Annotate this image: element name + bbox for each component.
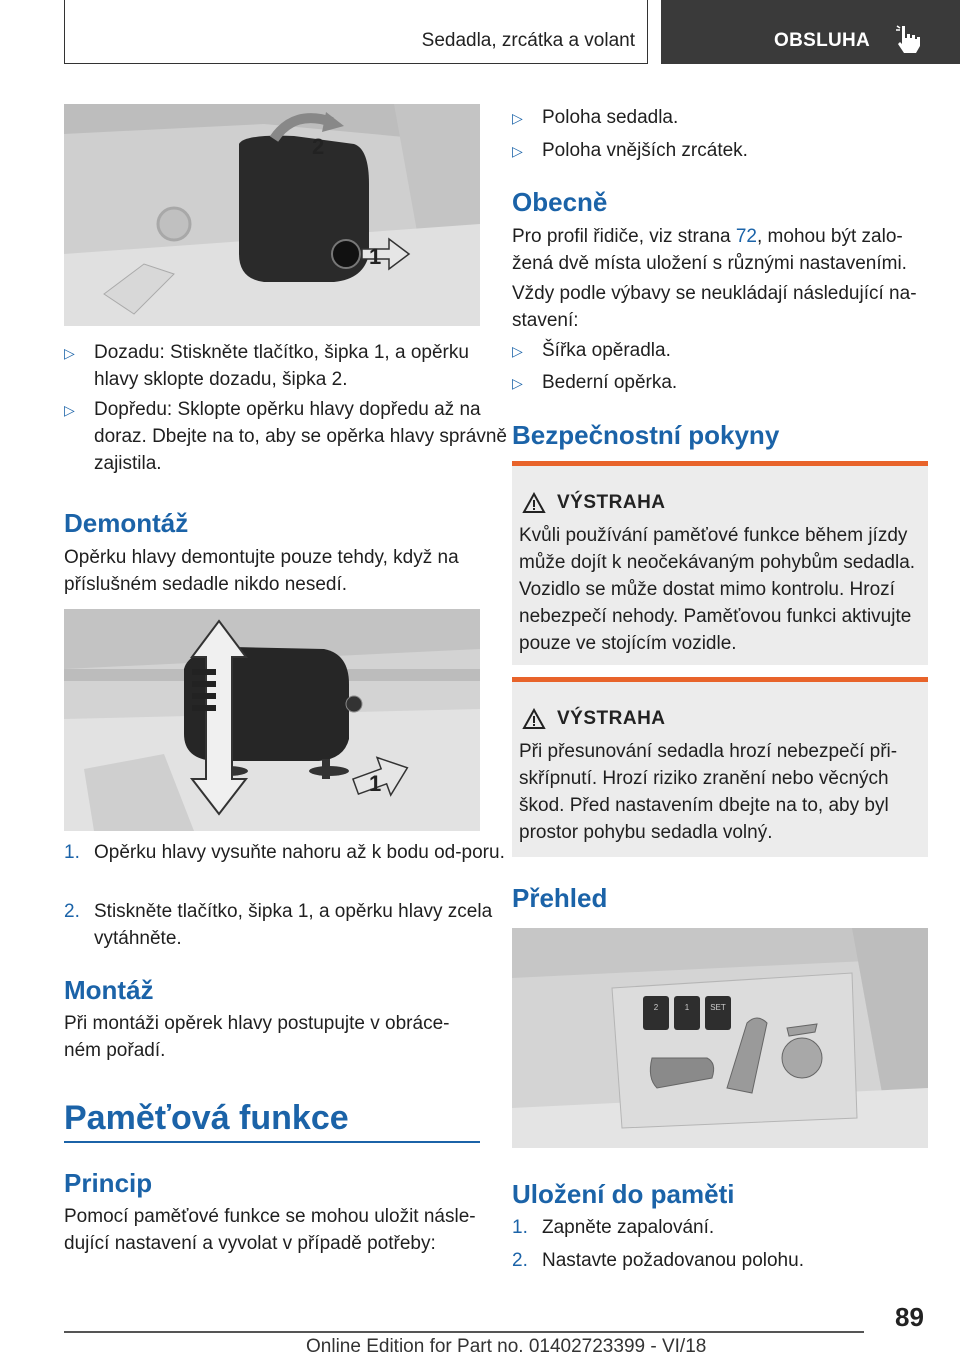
list-item: ▷ Dozadu: Stiskněte tlačítko, šipka 1, a opěrku hlavy sklopte dozadu, šipka 2. xyxy=(64,342,469,390)
triangle-bullet-icon: ▷ xyxy=(512,375,523,391)
list-item: 2. Nastavte požadovanou polohu. xyxy=(512,1250,804,1271)
image-label-1: 1 xyxy=(369,771,382,796)
warning-text: Při přesunování sedadla hrozí nebezpečí při‐skřípnutí. Hrozí riziko zranění nebo věcných škod. Před nastavením dbejte na to, aby byl prostor pohybu sedadla volný. xyxy=(519,741,898,843)
tab-obsluha[interactable]: OBSLUHA xyxy=(774,30,871,51)
warning-box xyxy=(512,677,928,857)
list-item: 2. Stiskněte tlačítko, šipka 1, a opěrku hlavy zcela vytáhněte. xyxy=(64,901,493,949)
warning-title: VÝSTRAHA xyxy=(557,492,666,513)
heading-demontaz: Demontáž xyxy=(64,508,189,538)
seat-controls-image xyxy=(512,928,928,1148)
image-label-1: 1 xyxy=(369,244,382,269)
paragraph: Opěrku hlavy demontujte pouze tehdy, když na příslušném sedadle nikdo nesedí. xyxy=(64,547,459,595)
warning-text: Kvůli používání paměťové funkce během jízdy může dojít k neočekávaným pohybům sedadla. Vozidlo se může dostat mimo kontrolu. Hrozí nebezpečí nehody. Paměťovou funkci aktivujte pouze ve stojícím vozidle. xyxy=(519,525,916,654)
warning-box xyxy=(512,461,928,665)
page-number: 89 xyxy=(895,1302,924,1332)
paragraph: Při montáži opěrek hlavy postupujte v obráce‐ném pořadí. xyxy=(64,1013,450,1061)
headrest-removal-image xyxy=(64,609,480,831)
image-label-2: 2 xyxy=(312,134,325,159)
memory-button-2: 2 xyxy=(653,1003,659,1012)
list-item: ▷ Dopředu: Sklopte opěrku hlavy dopředu až na doraz. Dbejte na to, aby se opěrka hlavy správně zajistila. xyxy=(64,399,507,474)
page-link[interactable]: 72 xyxy=(735,226,757,247)
section-title: Sedadla, zrcátka a volant xyxy=(421,30,635,51)
list-item: ▷ Poloha sedadla. xyxy=(512,104,960,131)
heading-obecne: Obecně xyxy=(512,187,608,217)
heading-princip: Princip xyxy=(64,1168,153,1198)
heading-montaz: Montáž xyxy=(64,975,154,1005)
warning-triangle-icon xyxy=(522,708,546,730)
heading-ulozeni-do-pameti: Uložení do paměti xyxy=(512,1179,735,1209)
footer-divider xyxy=(64,1331,864,1333)
list-item: 1. Opěrku hlavy vysuňte nahoru až k bodu od‐poru. xyxy=(64,842,505,863)
triangle-bullet-icon: ▷ xyxy=(512,143,523,159)
paragraph: Pomocí paměťové funkce se mohou uložit násle‐dující nastavení a vyvolat v případě potřeby: xyxy=(64,1206,476,1254)
list-item: ▷ Šířka opěradla. xyxy=(512,337,960,364)
list-item: ▷ Bederní opěrka. xyxy=(512,369,960,396)
edition-text: Online Edition for Part no. 01402723399 - VI/18 xyxy=(306,1336,707,1357)
heading-bezpecnostni-pokyny: Bezpečnostní pokyny xyxy=(512,420,780,450)
list-item: ▷ Poloha vnějších zrcátek. xyxy=(512,137,960,164)
triangle-bullet-icon: ▷ xyxy=(64,345,75,361)
divider xyxy=(64,1141,480,1143)
warning-triangle-icon xyxy=(522,492,546,514)
heading-prehled: Přehled xyxy=(512,883,608,913)
triangle-bullet-icon: ▷ xyxy=(512,110,523,126)
memory-set-button: SET xyxy=(710,1003,726,1012)
heading-pametova-funkce: Paměťová funkce xyxy=(64,1099,349,1137)
triangle-bullet-icon: ▷ xyxy=(64,402,75,418)
warning-title: VÝSTRAHA xyxy=(557,708,666,729)
hand-pointer-icon xyxy=(895,24,921,54)
headrest-tilt-image xyxy=(64,104,480,326)
paragraph: Pro profil řidiče, viz strana 72, mohou být zalo‐žená dvě místa uložení s různými nastaveními. xyxy=(512,226,907,274)
triangle-bullet-icon: ▷ xyxy=(512,343,523,359)
memory-button-1: 1 xyxy=(684,1003,690,1012)
paragraph: Vždy podle výbavy se neukládají následující na‐stavení: xyxy=(512,283,917,331)
list-item: 1. Zapněte zapalování. xyxy=(512,1217,715,1238)
